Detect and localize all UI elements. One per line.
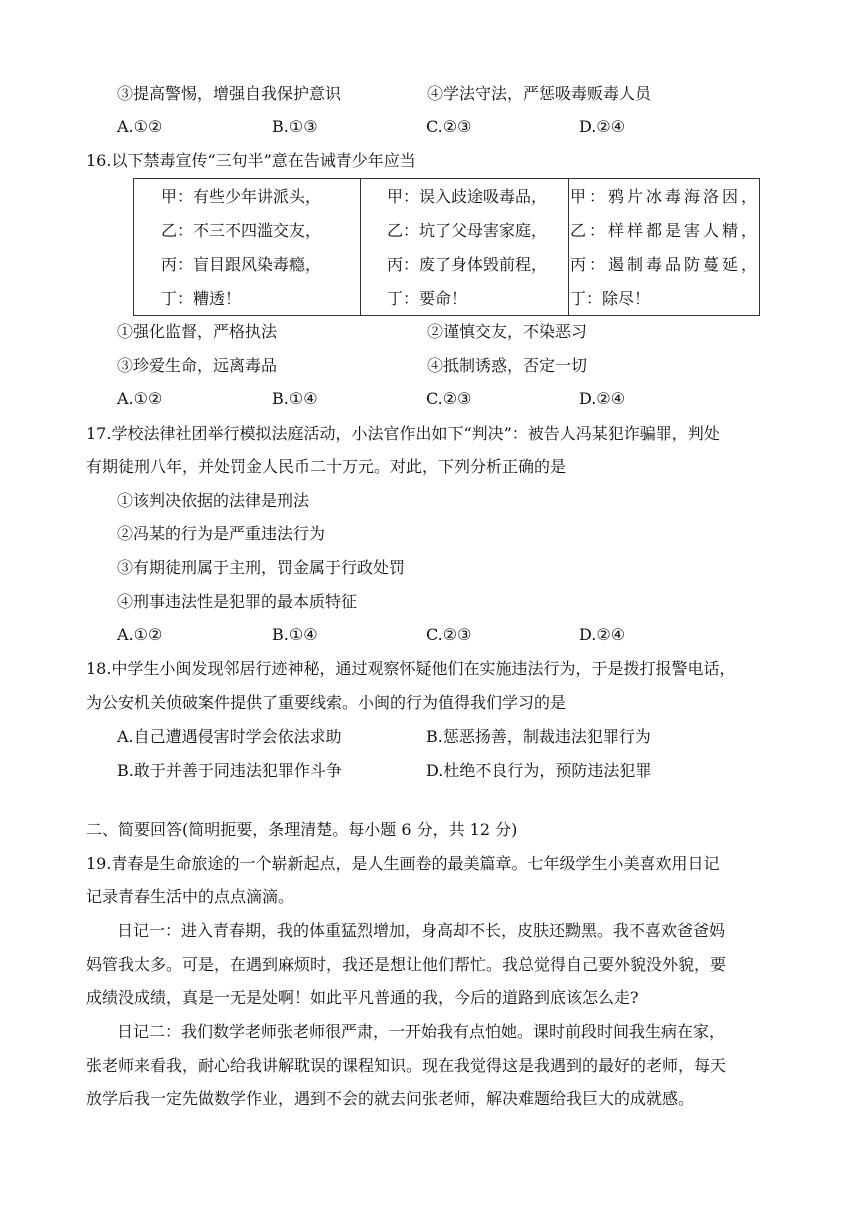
q19-stem-line-1: 19.青春是生命旅途的一个崭新起点，是人生画卷的最美篇章。七年级学生小美喜欢用日记 [86,854,720,873]
q17-item-3: ③有期徒刑属于主刑，罚金属于行政处罚 [117,558,406,577]
q17-item-2: ②冯某的行为是严重违法行为 [117,524,326,543]
q16-table-cell: 丙：盲目跟风染毒瘾， [161,255,322,274]
q16-table-cell: 乙：样样都是害人精， [570,221,761,240]
q17-option-c: C.②③ [426,625,472,644]
q16-item-1: ①强化监督，严格执法 [117,322,278,341]
q15-option-a: A.①② [117,117,163,136]
q18-option-c: B.敢于并善于同违法犯罪作斗争 [117,761,342,780]
section-2-heading: 二、简要回答(简明扼要，条理清楚。每小题 6 分，共 12 分) [86,820,518,839]
diary-1-line: 妈管我太多。可是，在遇到麻烦时，我还是想让他们帮忙。我总觉得自己要外貌没外貌，要 [86,955,727,974]
diary-2-line: 日记二：我们数学老师张老师很严肃，一开始我有点怕她。课时前段时间我生病在家， [117,1022,726,1041]
q16-option-d: D.②④ [579,389,626,408]
q17-option-d: D.②④ [579,625,626,644]
q16-stem: 16.以下禁毒宣传“三句半”意在告诫青少年应当 [86,151,416,170]
q16-table-cell: 丙：遏制毒品防蔓延， [570,255,761,274]
diary-1-line: 成绩没成绩，真是一无是处啊！如此平凡普通的我，今后的道路到底该怎么走? [86,988,639,1007]
q18-option-b: B.惩恶扬善，制裁违法犯罪行为 [426,727,651,746]
q17-stem-line-2: 有期徒刑八年，并处罚金人民币二十万元。对此，下列分析正确的是 [86,457,567,476]
q16-option-a: A.①② [117,389,163,408]
q18-option-a: A.自己遭遇侵害时学会依法求助 [117,727,342,746]
q16-table-cell: 丁：要命！ [387,289,468,308]
diary-2-line: 张老师来看我，耐心给我讲解耽误的课程知识。现在我觉得这是我遇到的最好的老师，每天 [86,1056,727,1075]
q16-table-cell: 甲：误入歧途吸毒品， [387,187,548,206]
q15-item-4: ④学法守法，严惩吸毒贩毒人员 [427,84,652,103]
q17-item-4: ④刑事违法性是犯罪的最本质特征 [117,592,358,611]
q16-table-cell: 丁：糟透！ [161,289,242,308]
q19-stem-line-2: 记录青春生活中的点点滴滴。 [86,887,295,906]
q17-option-a: A.①② [117,625,163,644]
q17-option-b: B.①④ [272,625,318,644]
q15-option-d: D.②④ [579,117,626,136]
q16-item-3: ③珍爱生命，远离毒品 [117,356,278,375]
q18-stem-line-2: 为公安机关侦破案件提供了重要线索。小闽的行为值得我们学习的是 [86,693,567,712]
q15-option-b: B.①③ [272,117,318,136]
q18-stem-line-1: 18.中学生小闽发现邻居行迹神秘，通过观察怀疑他们在实施违法行为，于是拨打报警电话， [86,659,736,678]
diary-2-line: 放学后我一定先做数学作业，遇到不会的就去问张老师，解决难题给我巨大的成就感。 [86,1089,695,1108]
q16-table-cell: 乙：不三不四滥交友， [161,221,322,240]
q16-item-4: ④抵制诱惑，否定一切 [427,356,588,375]
q16-table-cell: 乙：坑了父母害家庭， [387,221,548,240]
q17-item-1: ①该判决依据的法律是刑法 [117,491,310,510]
q18-option-d: D.杜绝不良行为，预防违法犯罪 [426,761,652,780]
diary-1-line: 日记一：进入青春期，我的体重猛烈增加，身高却不长，皮肤还黝黑。我不喜欢爸爸妈 [117,921,726,940]
q16-option-b: B.①④ [272,389,318,408]
q15-option-c: C.②③ [426,117,472,136]
q15-item-3: ③提高警惕，增强自我保护意识 [117,84,342,103]
q16-option-c: C.②③ [426,389,472,408]
q16-table-col-3 [568,179,759,315]
q16-table-cell: 甲：有些少年讲派头， [161,187,322,206]
q17-stem-line-1: 17.学校法律社团举行模拟法庭活动，小法官作出如下“判决”：被告人冯某犯诈骗罪，判处 [86,424,720,443]
q16-table-cell: 甲：鸦片冰毒海洛因， [570,187,761,206]
q16-table-col-1 [134,179,361,315]
q16-table [133,178,760,316]
q16-table-cell: 丙：废了身体毁前程， [387,255,548,274]
q16-table-cell: 丁：除尽！ [570,289,651,308]
q16-item-2: ②谨慎交友，不染恶习 [427,322,588,341]
q16-table-col-2 [360,179,569,315]
